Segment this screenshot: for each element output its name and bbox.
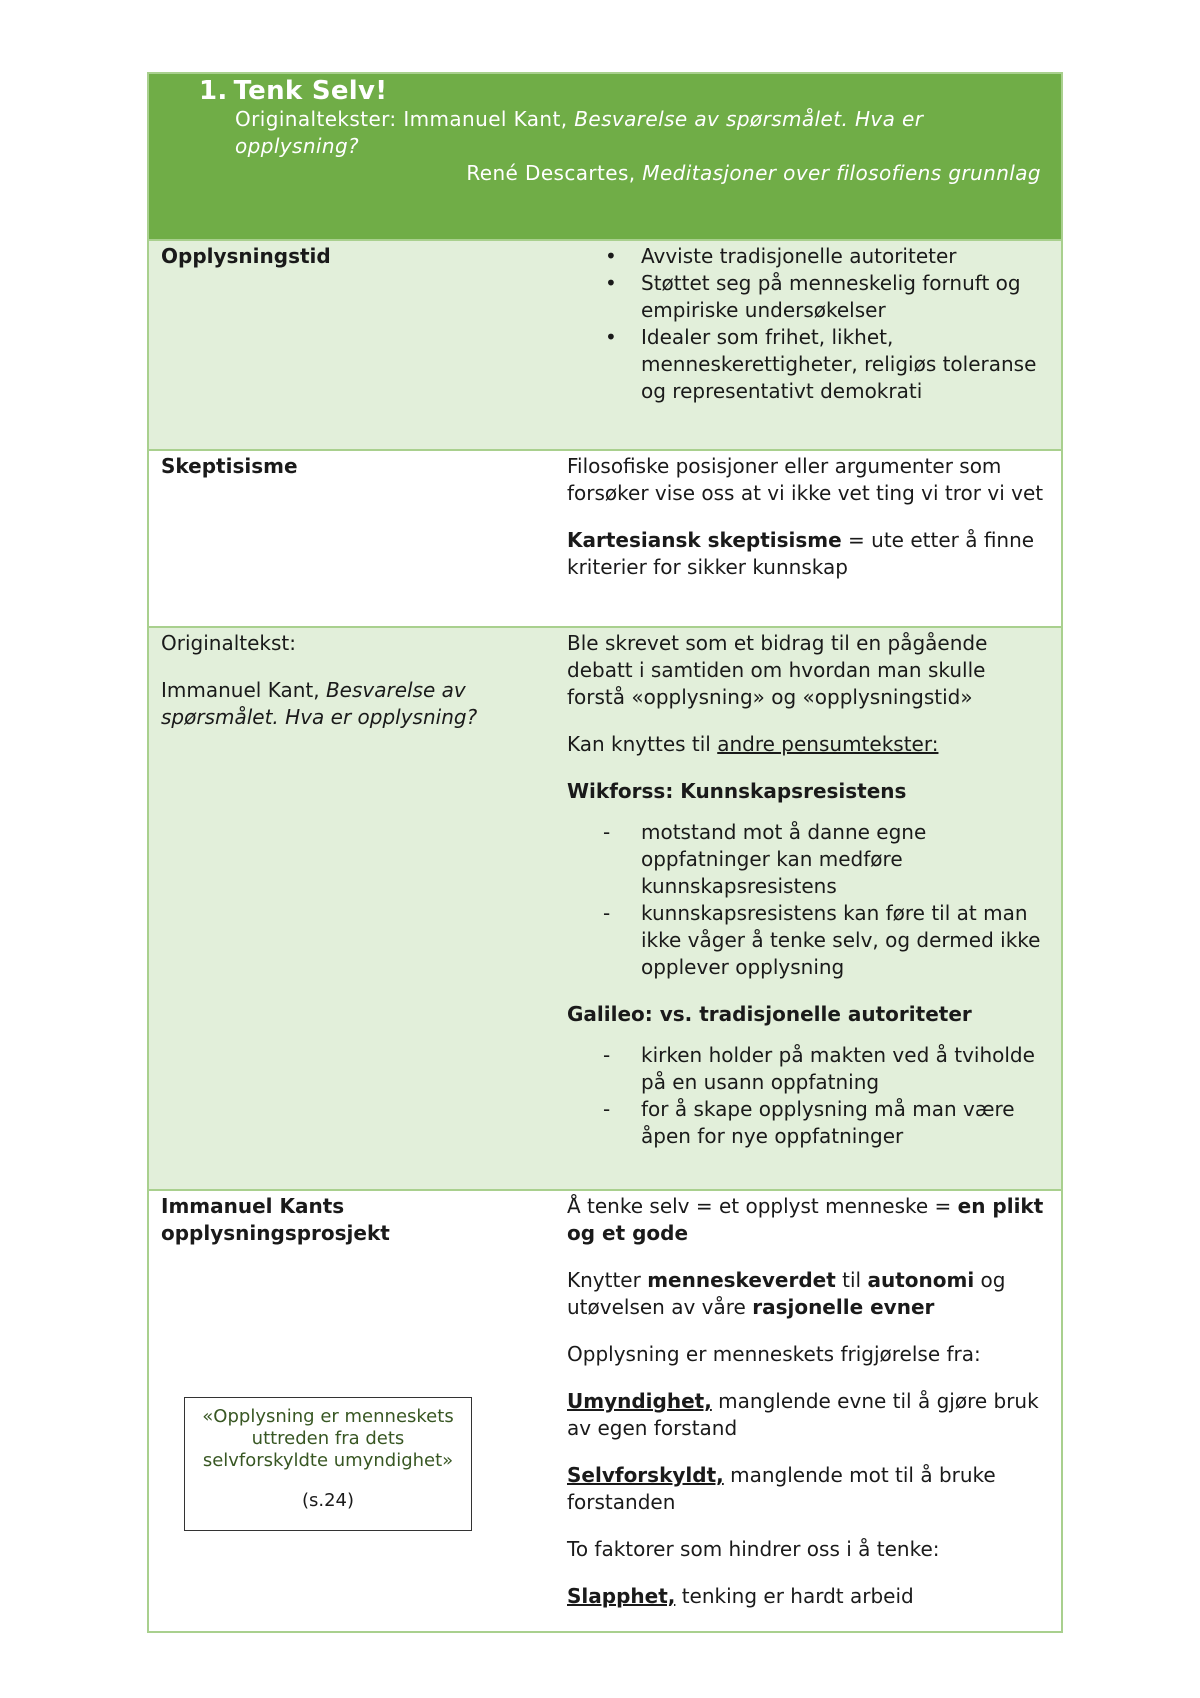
term-cell: [149, 628, 559, 1189]
definition-cell: [559, 1191, 1061, 1631]
pensum-link-line: [567, 731, 1047, 758]
list-item: - motstand mot å danne egne oppfatninger kan medføre kunnskapsresistens: [567, 819, 1047, 900]
original-texts-label: Originaltekster: Immanuel Kant,: [235, 107, 575, 131]
row-originaltekst: [149, 626, 1061, 1189]
list-item: - kirken holder på makten ved å tviholde på en usann oppfatning: [567, 1042, 1047, 1096]
kant-title: Besvarelse av spørsmålet. Hva er opplysning?: [235, 107, 924, 158]
row-kant: [149, 1189, 1061, 1631]
umyndighet-line: [567, 1388, 1047, 1442]
kartesiansk-definition: = ute etter å finne kriterier for sikker kunnskap: [567, 528, 1035, 579]
kant-quote: «Opplysning er menneskets uttreden fra dets selvforskyldte umyndighet»: [202, 1406, 454, 1471]
kartesiansk-skeptisisme: [567, 527, 1047, 581]
descartes-author: René Descartes,: [466, 161, 643, 185]
kant-quote-page-ref: (s.24): [301, 1490, 355, 1511]
selvforskyldt-line: [567, 1462, 1047, 1516]
term-cell: [149, 241, 559, 449]
umyndighet-term: Umyndighet,: [567, 1389, 712, 1413]
tenke-selv-line: [567, 1193, 1047, 1247]
term-kant: Immanuel Kants opplysningsprosjekt: [161, 1194, 390, 1245]
wikforss-points: [567, 819, 1047, 981]
opplysningstid-bullets: [567, 243, 1047, 405]
text-fragment: til: [835, 1268, 868, 1292]
list-item: • Støttet seg på menneskelig fornuft og empiriske undersøkelser: [567, 270, 1047, 324]
slapphet-line: [567, 1583, 1047, 1610]
umyndighet-definition: manglende evne til å gjøre bruk av egen forstand: [567, 1389, 1039, 1440]
list-item: - kunnskapsresistens kan føre til at man ikke våger å tenke selv, og dermed ikke opplever opplysning: [567, 900, 1047, 981]
originaltekst-intro: Ble skrevet som et bidrag til en pågående debatt i samtiden om hvordan man skulle forstå «opplysning» og «opplysningstid»: [567, 631, 988, 709]
list-item: • Avviste tradisjonelle autoriteter: [567, 243, 1047, 270]
text-fragment: Knytter: [567, 1268, 648, 1292]
originaltekst-author: Immanuel Kant,: [161, 678, 326, 702]
frigjorelse-line: Opplysning er menneskets frigjørelse fra:: [567, 1342, 981, 1366]
list-item: • Idealer som frihet, likhet, menneskerettigheter, religiøs toleranse og representativt demokrati: [567, 324, 1047, 405]
row-opplysningstid: [149, 239, 1061, 449]
section-header: [149, 74, 1061, 239]
galileo-heading: Galileo: vs. tradisjonelle autoriteter: [567, 1002, 972, 1026]
term-opplysningstid: Opplysningstid: [161, 244, 331, 268]
rasjonelle-evner: rasjonelle evner: [752, 1295, 935, 1319]
plikt-og-gode: en plikt og et gode: [567, 1194, 1044, 1245]
original-texts-line-2: [199, 160, 1041, 187]
originaltekst-title: Besvarelse av spørsmålet. Hva er opplysning?: [161, 678, 478, 729]
list-item: - for å skape opplysning må man være åpen for nye oppfatninger: [567, 1096, 1047, 1150]
slapphet-term: Slapphet,: [567, 1584, 676, 1608]
term-cell: [149, 1191, 559, 1631]
section-title: [199, 74, 1041, 106]
term-cell: [149, 451, 559, 626]
selvforskyldt-term: Selvforskyldt,: [567, 1463, 724, 1487]
kant-quote-box: [184, 1397, 472, 1531]
pensum-prefix: Kan knyttes til: [567, 732, 718, 756]
selvforskyldt-definition: manglende mot til å bruke forstanden: [567, 1463, 996, 1514]
tenke-selv-text: Å tenke selv = et opplyst menneske =: [567, 1194, 958, 1218]
definition-cell: [559, 241, 1061, 449]
pensum-underlined: andre pensumtekster:: [717, 732, 939, 756]
descartes-title: Meditasjoner over filosofiens grunnlag: [642, 161, 1041, 185]
term-skeptisisme: Skeptisisme: [161, 454, 298, 478]
faktorer-line: To faktorer som hindrer oss i å tenke:: [567, 1537, 940, 1561]
galileo-points: [567, 1042, 1047, 1150]
menneskeverdet: menneskeverdet: [647, 1268, 836, 1292]
skeptisisme-definition: Filosofiske posisjoner eller argumenter som forsøker vise oss at vi ikke vet ting vi tror vi vet: [567, 454, 1044, 505]
slapphet-definition: tenking er hardt arbeid: [675, 1584, 914, 1608]
row-skeptisisme: [149, 449, 1061, 626]
definition-cell: [559, 451, 1061, 626]
kartesiansk-term: Kartesiansk skeptisisme: [567, 528, 842, 552]
wikforss-heading: Wikforss: Kunnskapsresistens: [567, 779, 907, 803]
notes-table: [147, 72, 1063, 1633]
originaltekst-reference: [161, 677, 547, 731]
menneskeverd-line: [567, 1267, 1047, 1321]
text-fragment: og utøvelsen av våre: [567, 1268, 1006, 1319]
section-number: 1.: [199, 76, 228, 106]
autonomi: autonomi: [867, 1268, 975, 1292]
originaltekst-label: Originaltekst:: [161, 631, 296, 655]
section-title-text: Tenk Selv!: [233, 76, 388, 106]
original-texts-line-1: [199, 106, 1041, 160]
definition-cell: [559, 628, 1061, 1189]
